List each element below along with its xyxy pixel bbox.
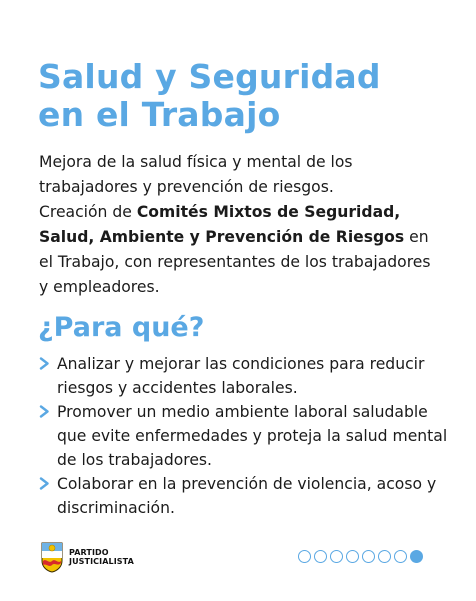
chevron-right-icon (39, 405, 50, 418)
logo-text (69, 548, 134, 567)
pagination-dot[interactable] (298, 550, 311, 563)
list-item (39, 472, 449, 520)
logo-line-2: JUSTICIALISTA (69, 557, 134, 566)
intro-text (39, 150, 439, 300)
intro-paragraph-2-start: Creación de (39, 203, 137, 221)
intro-paragraph-1: Mejora de la salud física y mental de los trabajadores y prevención de riesgos. (39, 153, 353, 196)
list-item (39, 352, 449, 400)
intro-paragraph-2-end: en el Trabajo, con representantes de los trabajadores y empleadores. (39, 228, 431, 296)
list-item-text: Promover un medio ambiente laboral saludable que evite enfermedades y proteja la salud mental de los trabajadores. (57, 403, 448, 469)
purpose-list (39, 352, 449, 520)
intro-paragraph-2-bold: Comités Mixtos de Seguridad, Salud, Ambiente y Prevención de Riesgos (39, 203, 405, 246)
pj-shield-icon (40, 541, 64, 573)
pagination-dot[interactable] (362, 550, 375, 563)
pagination-dot[interactable] (330, 550, 343, 563)
list-item (39, 400, 449, 472)
pagination-dot[interactable] (346, 550, 359, 563)
chevron-right-icon (39, 357, 50, 370)
title-line-1: Salud y Seguridad (38, 57, 381, 96)
list-item-text: Colaborar en la prevención de violencia, acoso y discriminación. (57, 475, 437, 517)
page-title (38, 58, 458, 134)
title-line-2: en el Trabajo (38, 95, 281, 134)
chevron-right-icon (39, 477, 50, 490)
section-subtitle: ¿Para qué? (38, 312, 205, 343)
logo-line-1: PARTIDO (69, 547, 109, 557)
list-item-text: Analizar y mejorar las condiciones para reducir riesgos y accidentes laborales. (57, 355, 425, 397)
carousel-pagination (298, 550, 423, 566)
party-logo (40, 537, 150, 577)
pagination-dot[interactable] (314, 550, 327, 563)
pagination-dot[interactable] (378, 550, 391, 563)
pagination-dot[interactable] (410, 550, 423, 563)
pagination-dot[interactable] (394, 550, 407, 563)
